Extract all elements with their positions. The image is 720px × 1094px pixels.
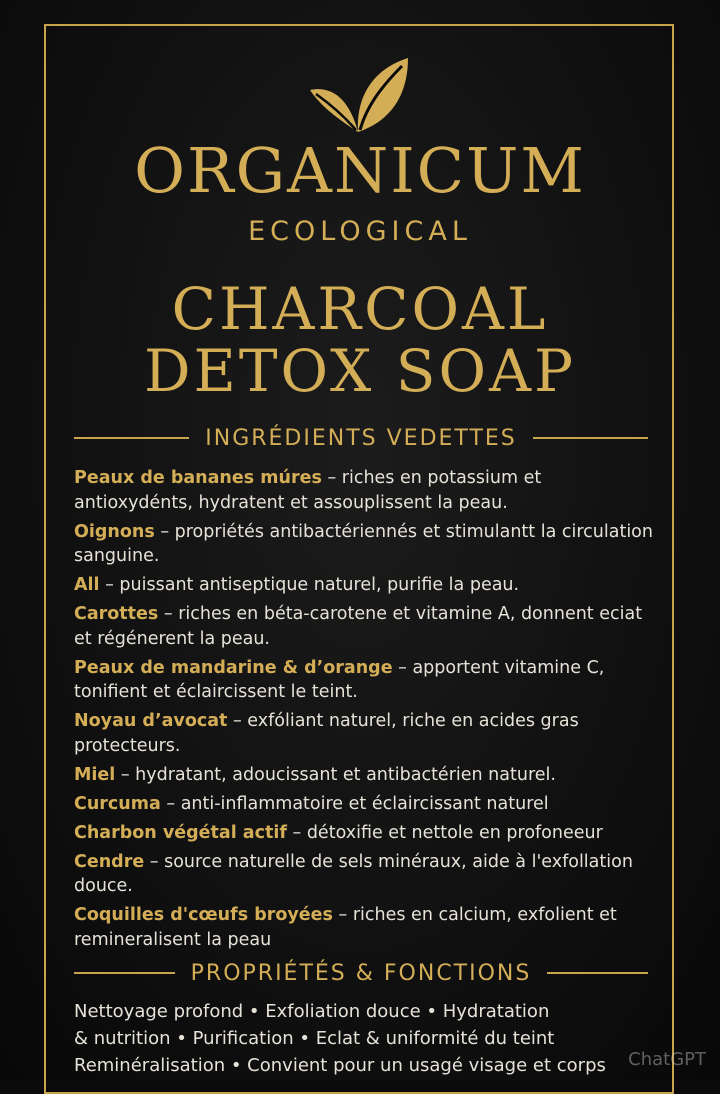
ingredient-item — [74, 821, 654, 846]
leaf-icon — [300, 50, 420, 140]
ingredient-desc: – source naturelle de sels minéraux, aide à l'exfollation douce. — [74, 851, 633, 896]
ingredient-name: All — [74, 575, 100, 595]
ingredient-item — [74, 573, 654, 598]
ingredient-desc: – apportent vitamine C, tonifient et éclaircissent le teint. — [74, 657, 605, 702]
product-title-line1: CHARCOAL — [171, 275, 549, 343]
divider-right — [547, 972, 648, 974]
ingredient-name: Coquilles d'cœufs broyées — [74, 905, 333, 925]
product-title-line2: DETOX SOAP — [144, 337, 576, 405]
ingredients-list — [74, 466, 654, 957]
properties-heading — [74, 958, 648, 988]
ingredient-item — [74, 466, 654, 515]
ingredient-name: Curcuma — [74, 793, 161, 814]
ingredient-desc: – exfóliant naturel, riche en acides gras protecteurs. — [74, 711, 579, 756]
ingredient-item — [74, 792, 654, 817]
ingredient-item — [74, 656, 654, 705]
watermark: ChatGPT — [628, 1049, 706, 1070]
ingredient-desc: – puissant antiseptique naturel, purifie la peau. — [99, 575, 520, 595]
ingredient-name: Oignons — [74, 521, 155, 542]
ingredient-item — [74, 602, 654, 651]
divider-left — [74, 972, 175, 974]
divider-right — [533, 437, 648, 439]
ingredient-item — [74, 520, 654, 569]
ingredient-name: Charbon végétal actif — [74, 822, 287, 843]
ingredient-item — [74, 709, 654, 758]
ingredients-title: INGRÉDIENTS VEDETTES — [205, 425, 517, 451]
ingredient-name: Peaux de mandarine & d’orange — [74, 657, 393, 678]
ingredient-desc: – détoxifie et nettole en profoneeur — [286, 822, 603, 843]
properties-title: PROPRIÉTÉS & FONCTIONS — [190, 960, 532, 986]
ingredients-heading — [74, 423, 648, 453]
ingredient-name: Peaux de bananes múres — [74, 468, 322, 488]
ingredient-name: Miel — [74, 764, 116, 785]
properties-line: & nutrition • Purification • Eclat & uniformité du teint — [74, 1028, 555, 1049]
ingredient-item — [74, 903, 654, 952]
properties-list — [74, 998, 674, 1079]
ingredient-item — [74, 763, 654, 788]
properties-line: Reminéralisation • Convient pour un usagé visage et corps — [74, 1055, 606, 1076]
brand-tagline: ECOLOGICAL — [248, 216, 472, 247]
ingredient-name: Cendre — [74, 851, 145, 872]
ingredient-desc: – riches en béta-carotene et vitamine A, donnent eciat et régénerent la peau. — [74, 604, 643, 649]
ingredient-desc: – propriétés antibactériennés et stimulantt la circulation sanguine. — [74, 521, 653, 566]
ingredient-name: Carottes — [74, 604, 159, 624]
ingredient-desc: – riches en potassium et antioxydénts, hydratent et assouplissent la peau. — [74, 468, 542, 513]
ingredient-desc: – anti-inflammatoire et éclaircissant naturel — [160, 793, 549, 814]
ingredient-desc: – hydratant, adoucissant et antibactérien naturel. — [115, 764, 556, 785]
ingredient-name: Noyau d’avocat — [74, 711, 228, 731]
properties-line: Nettoyage profond • Exfoliation douce • Hydratation — [74, 1001, 550, 1022]
divider-left — [74, 437, 189, 439]
brand-name: ORGANICUM — [134, 134, 586, 207]
ingredient-item — [74, 850, 654, 899]
ingredient-desc: – riches en calcium, exfolient et remineralisent la peau — [74, 905, 617, 950]
